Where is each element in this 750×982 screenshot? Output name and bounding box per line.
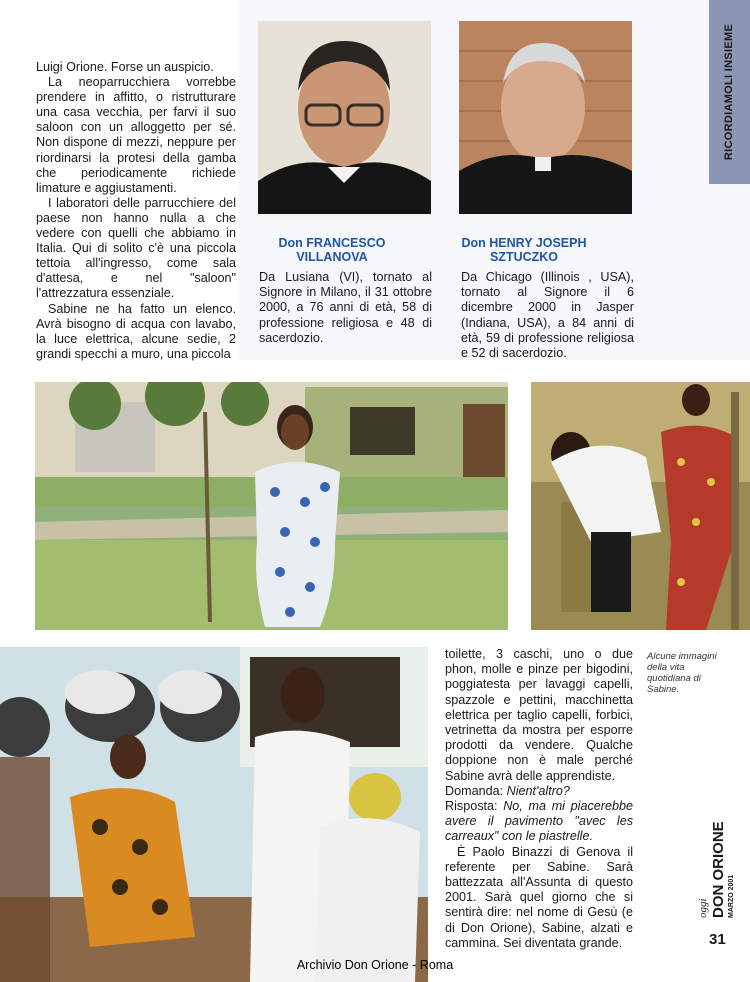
answer-text: No, ma mi piacerebbe avere il pavimento "avec les carreaux" con le piastrelle. bbox=[445, 799, 633, 844]
masthead-oggi-text: oggi bbox=[697, 898, 709, 918]
obituary-panel bbox=[239, 0, 750, 360]
question-text: Nient'altro? bbox=[506, 783, 570, 798]
obituary-name-2 bbox=[459, 236, 589, 264]
name-line: VILLANOVA bbox=[296, 250, 368, 264]
answer bbox=[445, 799, 633, 845]
magazine-masthead bbox=[693, 810, 738, 920]
archive-label: Archivio Don Orione - Roma bbox=[296, 958, 454, 972]
name-line: Don HENRY JOSEPH bbox=[461, 236, 587, 250]
portrait-photo-sztuczko bbox=[459, 21, 632, 214]
photo-hair-salon bbox=[0, 647, 428, 982]
paragraph: La neoparrucchiera vorrebbe prendere in affitto, o ristrutturare una casa vecchia, per farvi il suo saloon con un alloggetto per sé. Non dispone di mezzi, neppure per riordinarsi la protesi della gamba che periodicamente richiede limature e aggiustamenti. bbox=[36, 75, 236, 195]
photo-prosthesis-fitting bbox=[531, 382, 750, 630]
name-line: SZTUCZKO bbox=[489, 250, 559, 264]
question-label: Domanda: bbox=[445, 783, 504, 798]
section-tab bbox=[709, 0, 750, 184]
obituary-text-1: Da Lusiana (VI), tornato al Signore in Milano, il 31 ottobre 2000, a 76 anni di età, 58 di professione religiosa e 48 di sacerdozio. bbox=[259, 270, 432, 345]
article-column-right bbox=[445, 647, 633, 951]
section-tab-label: RICORDIAMOLI INSIEME bbox=[723, 23, 736, 161]
obituary-name-1 bbox=[257, 236, 407, 264]
article-column-left bbox=[36, 60, 236, 362]
paragraph: I laboratori delle parrucchiere del paese non hanno nulla a che vedere con quelli che abbiamo in Italia. Qui di solito c'è una piccola tettoia all'ingresso, come sala d'attesa, e nel "saloon" l'attrezzatura essenziale. bbox=[36, 195, 236, 301]
answer-label: Risposta: bbox=[445, 799, 498, 814]
masthead-issue: MARZO 2001 bbox=[728, 874, 735, 918]
photo-caption: Alcune immagini della vita quotidiana di Sabine. bbox=[647, 651, 717, 695]
masthead-title: DON ORIONE bbox=[710, 821, 727, 918]
portrait-photo-villanova bbox=[258, 21, 431, 214]
paragraph: toilette, 3 caschi, uno o due phon, molle e pinze per bigodini, poggiatesta per lavaggi capelli, spazzole e pettini, macchinetta elettrica per taglio capelli, forbici, vetrinetta da mostra per esporre prodotti da vendere. Qualche doppione non è male perché Sabine avrà delle apprendiste. bbox=[445, 647, 633, 783]
paragraph: È Paolo Binazzi di Genova il referente per Sabine. Sarà battezzata all'Assunta di questo 2001. Sarà quel giorno che si sentirà dire: nel nome di Gesù (e di Don Orione), Sabine, alzati e cammina. Sei diventata grande. bbox=[445, 844, 633, 950]
name-line: Don FRANCESCO bbox=[278, 236, 386, 250]
obituary-text-2: Da Chicago (Illinois , USA), tornato al Signore il 6 dicembre 2000 in Jasper (Indiana, USA), a 84 anni di età, 59 di professione religiosa e 52 di sacerdozio. bbox=[461, 270, 634, 361]
photo-sabine-garden bbox=[35, 382, 508, 630]
page-number: 31 bbox=[709, 931, 726, 948]
paragraph: Sabine ne ha fatto un elenco. Avrà bisogno di acqua con lavabo, la luce elettrica, alcune sedie, 2 grandi specchi a muro, una piccola bbox=[36, 301, 236, 361]
paragraph: Luigi Orione. Forse un auspicio. bbox=[36, 60, 214, 74]
question bbox=[445, 784, 633, 799]
